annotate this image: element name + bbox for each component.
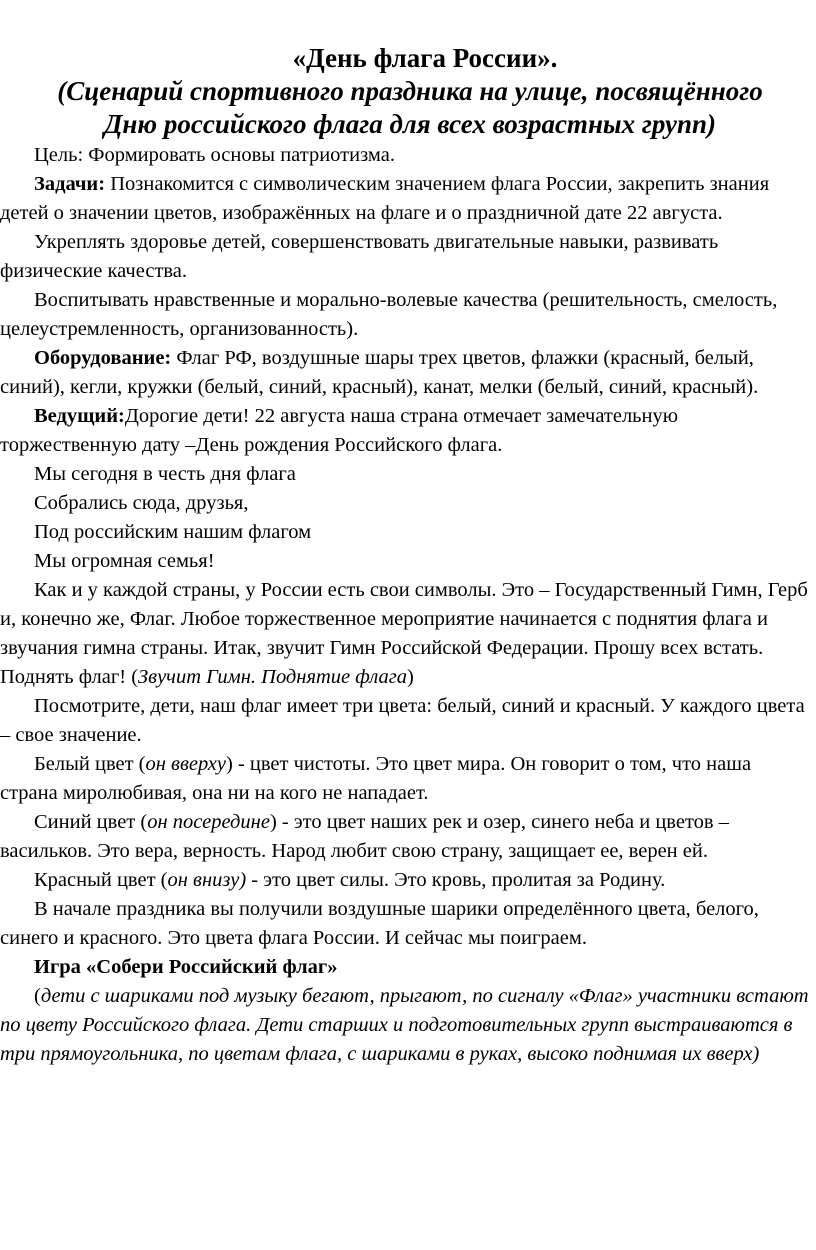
blue-color-paragraph xyxy=(0,808,810,866)
game-description xyxy=(0,982,810,1069)
colors-paragraph: Посмотрите, дети, наш флаг имеет три цвета: белый, синий и красный. У каждого цвета – свое значение. xyxy=(0,695,805,746)
game-title-text: Игра «Собери Российский флаг» xyxy=(34,956,338,978)
game-open-paren: ( xyxy=(34,985,41,1007)
document-subtitle: (Сценарий спортивного праздника на улице, посвящённого Дню российского флага для всех возрастных групп) xyxy=(57,76,763,139)
blue-text-a: Синий цвет ( xyxy=(34,811,148,833)
poem-line: Мы сегодня в честь дня флага xyxy=(34,463,296,485)
red-remark: он внизу) xyxy=(167,869,247,891)
poem-line: Под российским нашим флагом xyxy=(34,521,312,543)
poem-line: Собрались сюда, друзья, xyxy=(34,492,249,514)
raise-flag-text: Поднять флаг! ( xyxy=(0,666,139,688)
raise-flag-remark: Звучит Гимн. Поднятие флага xyxy=(138,666,408,688)
host-label: Ведущий: xyxy=(34,405,125,427)
goal-paragraph: Цель: Формировать основы патриотизма. xyxy=(34,144,395,166)
symbols-paragraph: Как и у каждой страны, у России есть свои символы. Это – Государственный Гимн, Герб и, конечно же, Флаг. Любое торжественное мероприятие начинается с поднятия флага и звучания гимна страны. Итак, звучит Гимн Российской Федерации. Прошу всех встать. xyxy=(0,579,808,659)
blue-text-b: ) - это цвет наших рек и озер, синего неба и цветов – васильков. Это вера, верность. Народ любит свою страну, защищает ее, верен ей. xyxy=(0,811,729,862)
game-description-text: дети с шариками под музыку бегают, прыгают, по сигналу «Флаг» участники встают по цвету Российского флага. Дети старших и подготовительных групп выстраиваются в три прямоугольника, по цветам флага, с шариками в руках, высоко поднимая их вверх) xyxy=(0,985,809,1065)
game-title xyxy=(0,953,810,982)
equipment-text: Флаг РФ, воздушные шары трех цветов, флажки (красный, белый, синий), кегли, кружки (белый, синий, красный), канат, мелки (белый, синий, красный). xyxy=(0,347,759,398)
white-text-a: Белый цвет ( xyxy=(34,753,146,775)
host-paragraph xyxy=(0,402,810,460)
health-paragraph: Укреплять здоровье детей, совершенствовать двигательные навыки, развивать физические качества. xyxy=(0,231,719,282)
raise-flag-close: ) xyxy=(407,666,414,688)
moral-paragraph: Воспитывать нравственные и морально-волевые качества (решительность, смелость, целеустремленность, организованность). xyxy=(0,289,778,340)
blue-remark: он посередине xyxy=(147,811,270,833)
balloons-paragraph: В начале праздника вы получили воздушные шарики определённого цвета, белого, синего и красного. Это цвета флага России. И сейчас мы поиграем. xyxy=(0,898,759,949)
tasks-paragraph xyxy=(0,170,810,228)
document-title: «День флага России». xyxy=(292,43,558,73)
red-color-paragraph xyxy=(0,866,810,895)
tasks-text: Познакомится с символическим значением флага России, закрепить знания детей о значении цветов, изображённых на флаге и о праздничной дате 22 августа. xyxy=(0,173,770,224)
poem-line: Мы огромная семья! xyxy=(34,550,215,572)
equipment-label: Оборудование: xyxy=(34,347,172,369)
raise-flag-line xyxy=(0,663,810,692)
white-remark: он вверху xyxy=(145,753,226,775)
white-text-b: ) - цвет чистоты. Это цвет мира. Он говорит о том, что наша страна миролюбивая, она ни на кого не нападает. xyxy=(0,753,752,804)
tasks-label: Задачи: xyxy=(34,173,106,195)
red-text-a: Красный цвет ( xyxy=(34,869,168,891)
equipment-paragraph xyxy=(0,344,810,402)
host-text: Дорогие дети! 22 августа наша страна отмечает замечательную торжественную дату –День рождения Российского флага. xyxy=(0,405,679,456)
red-text-b: - это цвет силы. Это кровь, пролитая за Родину. xyxy=(246,869,666,891)
white-color-paragraph xyxy=(0,750,810,808)
